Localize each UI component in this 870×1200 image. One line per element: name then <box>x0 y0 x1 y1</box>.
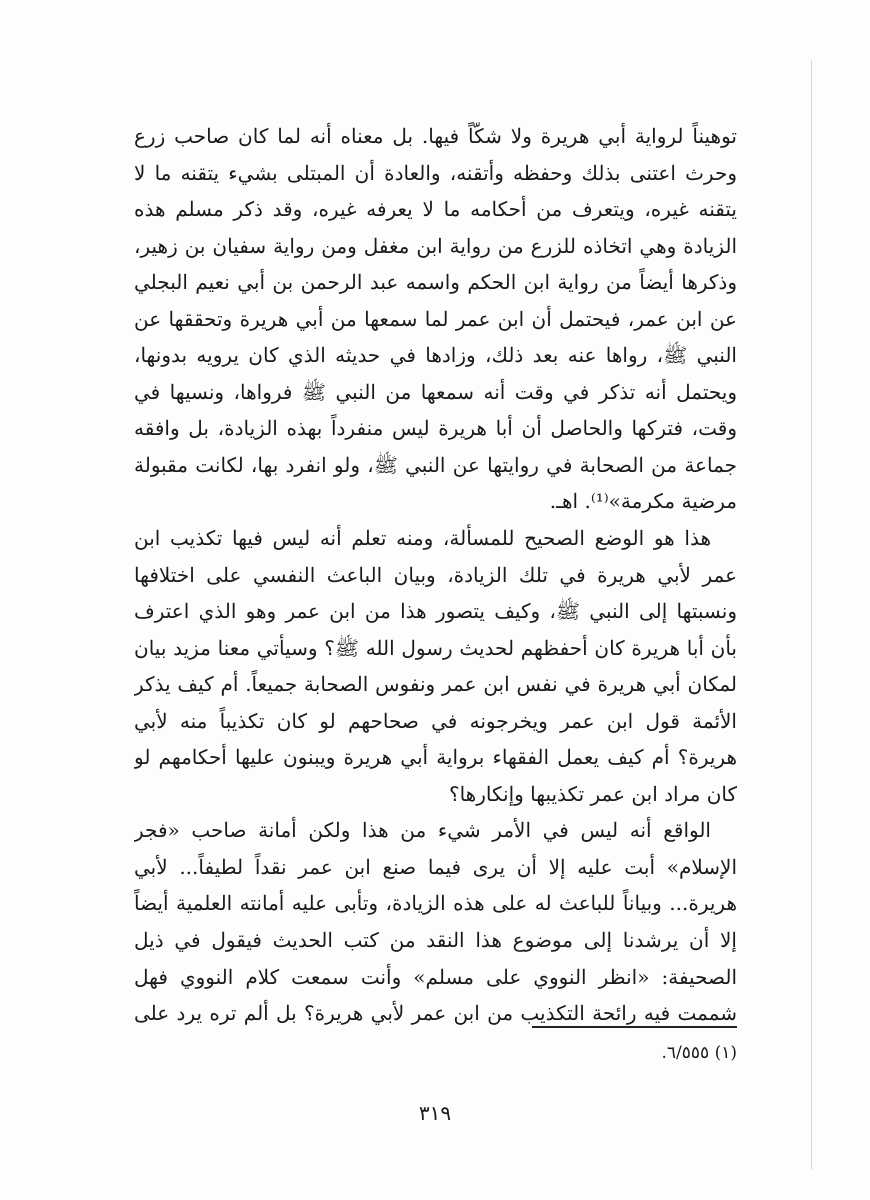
text-line: إلا أن يرشدنا إلى موضوع هذا النقد من كتب الحديث فيقول في ذيل <box>134 928 737 953</box>
page-edge-line <box>811 60 812 1170</box>
text-line: شممت فيه رائحة التكذيب من ابن عمر لأبي هريرة؟ بل ألم تره يرد على <box>134 1001 737 1026</box>
main-text <box>134 118 737 1032</box>
text-line: هريرة... وبياناً للباعث له على هذه الزيادة، وتأبى عليه أمانته العلمية أيضاً <box>134 891 737 916</box>
text-line: عمر لأبي هريرة في تلك الزيادة، وبيان الباعث النفسي على اختلافها <box>134 562 737 587</box>
text-line: الصحيفة: «انظر النووي على مسلم» وأنت سمعت كلام النووي فهل <box>134 964 737 989</box>
text-line: يتقنه غيره، ويتعرف من أحكامه ما لا يعرفه غيره، وقد ذكر مسلم هذه <box>134 197 737 222</box>
text-line: هذا هو الوضع الصحيح للمسألة، ومنه تعلم أنه ليس فيها تكذيب ابن <box>134 526 711 551</box>
text-line: عن ابن عمر، فيحتمل أن ابن عمر لما سمعها من أبي هريرة وتحققها عن <box>134 306 737 331</box>
text-line: جماعة من الصحابة في روايتها عن النبي ﷺ، ولو انفرد بها، لكانت مقبولة <box>134 452 737 477</box>
text-line: الواقع أنه ليس في الأمر شيء من هذا ولكن أمانة صاحب «فجر <box>134 818 711 843</box>
footnote-separator <box>532 1026 737 1028</box>
text-line: توهيناً لرواية أبي هريرة ولا شكّاً فيها. بل معناه أنه لما كان صاحب زرع <box>134 124 737 148</box>
text-line: ويحتمل أنه تذكر في وقت أنه سمعها من النبي ﷺ فرواها، ونسيها في <box>134 379 737 404</box>
footnote: (١) ٦/٥٥٥. <box>661 1043 737 1063</box>
text-line: وذكرها أيضاً من رواية ابن الحكم واسمه عبد الرحمن بن أبي نعيم البجلي <box>134 270 737 295</box>
text-line: ونسبتها إلى النبي ﷺ، وكيف يتصور هذا من ابن عمر وهو الذي اعترف <box>134 599 737 624</box>
text-line: النبي ﷺ، رواها عنه بعد ذلك، وزادها في حديثه الذي كان يرويه بدونها، <box>134 343 737 368</box>
text-line: هريرة؟ أم كيف يعمل الفقهاء برواية أبي هريرة ويبنون عليها أحكامهم لو <box>134 745 737 770</box>
text-line: مرضية مكرمة»⁽¹⁾. اهـ. <box>549 489 737 514</box>
text-line: لمكان أبي هريرة في نفس ابن عمر ونفوس الصحابة جميعاً. أم كيف يذكر <box>134 672 737 697</box>
text-line: وقت، فتركها والحاصل أن أبا هريرة ليس منفرداً بهذه الزيادة، بل وافقه <box>134 416 737 441</box>
text-line: وحرث اعتنى بذلك وحفظه وأتقنه، والعادة أن المبتلى بشيء يتقنه ما لا <box>134 160 737 185</box>
text-line: الزيادة وهي اتخاذه للزرع من رواية ابن مغفل ومن رواية سفيان بن زهير، <box>134 233 737 258</box>
text-line: الأئمة قول ابن عمر ويخرجونه في صحاحهم لو كان تكذيباً منه لأبي <box>134 708 737 733</box>
text-line: كان مراد ابن عمر تكذيبها وإنكارها؟ <box>448 781 737 806</box>
text-line: بأن أبا هريرة كان أحفظهم لحديث رسول الله ﷺ؟ وسيأتي معنا مزيد بيان <box>134 635 737 660</box>
text-line: الإسلام» أبت عليه إلا أن يرى فيما صنع ابن عمر نقداً لطيفاً... لأبي <box>134 854 737 879</box>
page-number: ٣١٩ <box>418 1101 452 1125</box>
